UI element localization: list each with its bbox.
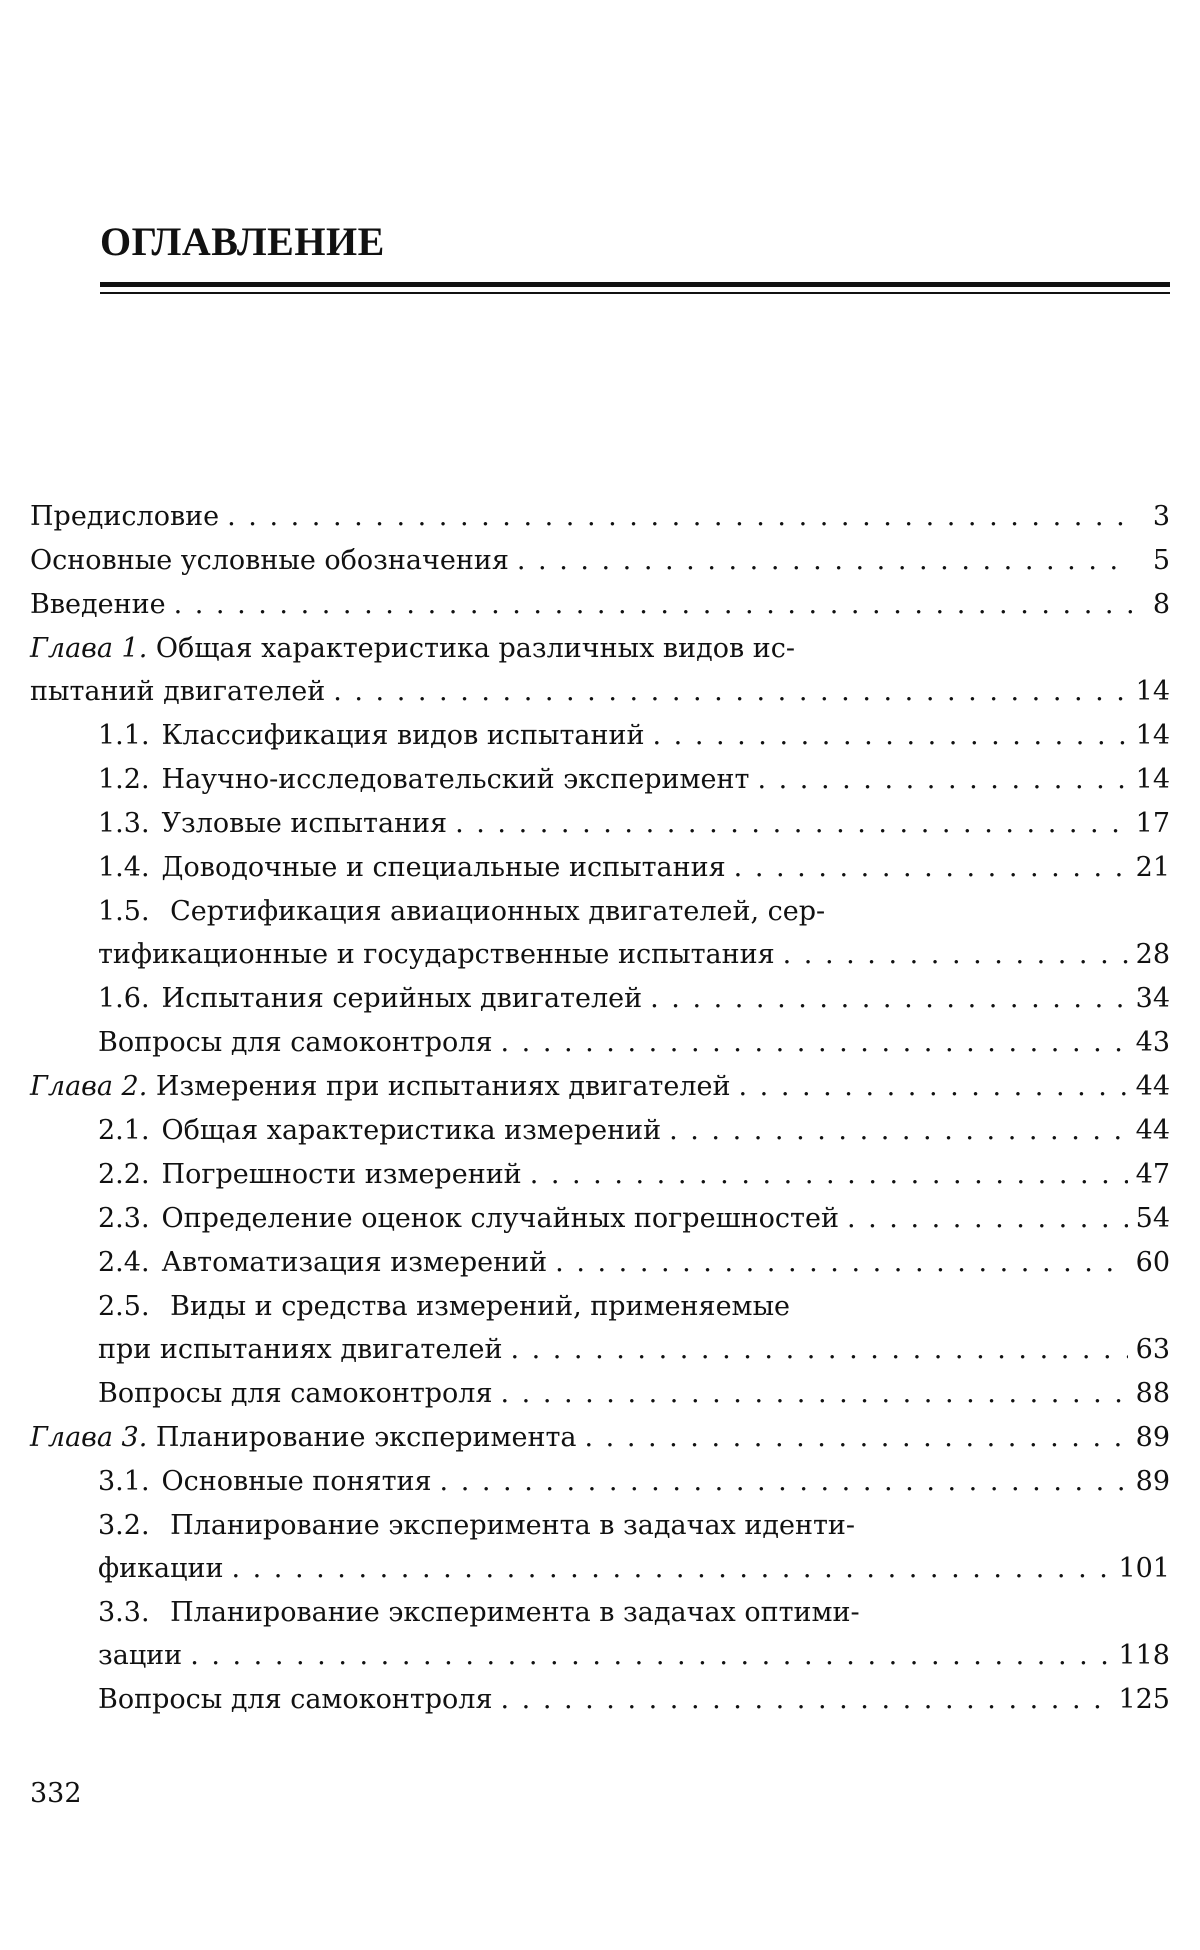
dot-leader xyxy=(650,977,1128,1021)
dot-leader xyxy=(500,1372,1127,1416)
toc-section-1-4[interactable] xyxy=(30,846,1170,890)
title-rule-thin xyxy=(100,292,1170,294)
toc-page-number: 14 xyxy=(1135,764,1170,795)
section-number: 2.1. xyxy=(98,1115,150,1146)
toc-section-2-4[interactable] xyxy=(30,1241,1170,1285)
toc-page-number: 125 xyxy=(1118,1684,1170,1715)
chapter-label: Глава 2. xyxy=(30,1071,148,1102)
dot-leader xyxy=(652,714,1127,758)
section-number: 1.5. xyxy=(98,896,150,927)
toc-page-number: 54 xyxy=(1135,1203,1170,1234)
toc-entry-title-line1: Планирование эксперимента в задачах оптими- xyxy=(170,1597,860,1628)
toc-entry-title: Вопросы для самоконтроля xyxy=(98,1378,493,1409)
toc-entry-title-line1: Виды и средства измерений, применяемые xyxy=(170,1291,791,1322)
toc-entry-title-line2: фикации xyxy=(98,1553,224,1584)
dot-leader xyxy=(669,1109,1128,1153)
section-number: 1.4. xyxy=(98,852,150,883)
toc-section-1-6[interactable] xyxy=(30,977,1170,1021)
toc-entry-title: Основные условные обозначения xyxy=(30,545,509,576)
toc-entry-title-line1: Сертификация авиационных двигателей, сер- xyxy=(170,896,826,927)
dot-leader xyxy=(500,1021,1127,1065)
toc-page-number: 47 xyxy=(1135,1159,1170,1190)
section-number: 2.5. xyxy=(98,1291,150,1322)
toc-page-number: 43 xyxy=(1135,1027,1170,1058)
toc-page-number: 89 xyxy=(1135,1466,1170,1497)
toc-section-2-3[interactable] xyxy=(30,1197,1170,1241)
toc-page-number: 5 xyxy=(1152,545,1170,576)
dot-leader xyxy=(455,802,1128,846)
toc-entry-title: Доводочные и специальные испытания xyxy=(161,852,726,883)
dot-leader xyxy=(440,1460,1128,1504)
section-number: 3.1. xyxy=(98,1466,150,1497)
dot-leader xyxy=(734,846,1128,890)
dot-leader xyxy=(190,1634,1110,1678)
toc-section-3-2[interactable] xyxy=(30,1504,1170,1591)
toc-page-number: 34 xyxy=(1135,983,1170,1014)
toc-questions-2[interactable] xyxy=(30,1372,1170,1416)
section-number: 2.4. xyxy=(98,1247,150,1278)
dot-leader xyxy=(174,583,1132,627)
table-of-contents xyxy=(30,495,1170,1722)
toc-chapter-3[interactable] xyxy=(30,1416,1170,1460)
dot-leader xyxy=(227,495,1132,539)
section-number: 1.3. xyxy=(98,808,150,839)
section-number: 1.2. xyxy=(98,764,150,795)
toc-page-number: 8 xyxy=(1152,589,1170,620)
toc-page-number: 63 xyxy=(1135,1334,1170,1365)
toc-entry-title: Вопросы для самоконтроля xyxy=(98,1027,493,1058)
toc-entry-title: Узловые испытания xyxy=(161,808,448,839)
dot-leader xyxy=(500,1678,1110,1722)
toc-entry-title-line1: Общая характеристика различных видов ис- xyxy=(155,633,796,664)
section-number: 1.6. xyxy=(98,983,150,1014)
dot-leader xyxy=(738,1065,1127,1109)
toc-entry-notation[interactable] xyxy=(30,539,1170,583)
toc-entry-title: Основные понятия xyxy=(161,1466,432,1497)
toc-page-number: 3 xyxy=(1152,501,1170,532)
toc-entry-title-line2: пытаний двигателей xyxy=(30,676,326,707)
dot-leader xyxy=(530,1153,1128,1197)
toc-page-number: 17 xyxy=(1135,808,1170,839)
toc-page-number: 21 xyxy=(1135,852,1170,883)
toc-section-2-2[interactable] xyxy=(30,1153,1170,1197)
toc-section-3-3[interactable] xyxy=(30,1591,1170,1678)
toc-section-3-1[interactable] xyxy=(30,1460,1170,1504)
toc-entry-title: Классификация видов испытаний xyxy=(161,720,645,751)
dot-leader xyxy=(333,670,1127,714)
dot-leader xyxy=(783,933,1128,977)
toc-page-number: 88 xyxy=(1135,1378,1170,1409)
toc-page-number: 14 xyxy=(1135,720,1170,751)
toc-page-number: 44 xyxy=(1135,1115,1170,1146)
toc-entry-title: Погрешности измерений xyxy=(161,1159,522,1190)
toc-page-number: 28 xyxy=(1135,939,1170,970)
section-number: 1.1. xyxy=(98,720,150,751)
toc-page-number: 60 xyxy=(1135,1247,1170,1278)
dot-leader xyxy=(517,539,1132,583)
title-rule-thick xyxy=(100,282,1170,287)
toc-page-number: 118 xyxy=(1118,1640,1170,1671)
toc-entry-title: Испытания серийных двигателей xyxy=(161,983,643,1014)
toc-entry-title: Вопросы для самоконтроля xyxy=(98,1684,493,1715)
toc-entry-title: Измерения при испытаниях двигателей xyxy=(155,1071,731,1102)
dot-leader xyxy=(510,1328,1127,1372)
toc-page-number: 14 xyxy=(1135,676,1170,707)
toc-section-1-1[interactable] xyxy=(30,714,1170,758)
toc-chapter-1[interactable] xyxy=(30,627,1170,714)
toc-entry-title: Определение оценок случайных погрешностей xyxy=(161,1203,839,1234)
toc-questions-1[interactable] xyxy=(30,1021,1170,1065)
toc-page-number: 44 xyxy=(1135,1071,1170,1102)
toc-questions-3[interactable] xyxy=(30,1678,1170,1722)
toc-entry-title-line2: при испытаниях двигателей xyxy=(98,1334,503,1365)
chapter-label: Глава 1. xyxy=(30,633,148,664)
section-number: 2.2. xyxy=(98,1159,150,1190)
toc-page-number: 101 xyxy=(1118,1553,1170,1584)
toc-entry-title-line1: Планирование эксперимента в задачах иденти- xyxy=(170,1510,855,1541)
dot-leader xyxy=(555,1241,1127,1285)
page-number-folio: 332 xyxy=(30,1778,82,1809)
dot-leader xyxy=(584,1416,1127,1460)
toc-entry-title: Планирование эксперимента xyxy=(155,1422,577,1453)
toc-section-1-3[interactable] xyxy=(30,802,1170,846)
dot-leader xyxy=(847,1197,1128,1241)
toc-page-number: 89 xyxy=(1135,1422,1170,1453)
toc-entry-title: Введение xyxy=(30,589,166,620)
toc-entry-title: Автоматизация измерений xyxy=(161,1247,548,1278)
chapter-label: Глава 3. xyxy=(30,1422,148,1453)
toc-entry-title-line2: зации xyxy=(98,1640,183,1671)
section-number: 3.2. xyxy=(98,1510,150,1541)
dot-leader xyxy=(231,1547,1110,1591)
toc-section-1-5[interactable] xyxy=(30,890,1170,977)
section-number: 2.3. xyxy=(98,1203,150,1234)
dot-leader xyxy=(757,758,1127,802)
toc-section-2-5[interactable] xyxy=(30,1285,1170,1372)
section-number: 3.3. xyxy=(98,1597,150,1628)
toc-entry-title: Предисловие xyxy=(30,501,220,532)
toc-section-2-1[interactable] xyxy=(30,1109,1170,1153)
toc-entry-title: Общая характеристика измерений xyxy=(161,1115,662,1146)
toc-section-1-2[interactable] xyxy=(30,758,1170,802)
toc-entry-introduction[interactable] xyxy=(30,583,1170,627)
toc-entry-title-line2: тификационные и государственные испытания xyxy=(98,939,775,970)
toc-entry-preface[interactable] xyxy=(30,495,1170,539)
toc-entry-title: Научно-исследовательский эксперимент xyxy=(161,764,750,795)
page-title: ОГЛАВЛЕНИЕ xyxy=(100,219,385,264)
toc-chapter-2[interactable] xyxy=(30,1065,1170,1109)
